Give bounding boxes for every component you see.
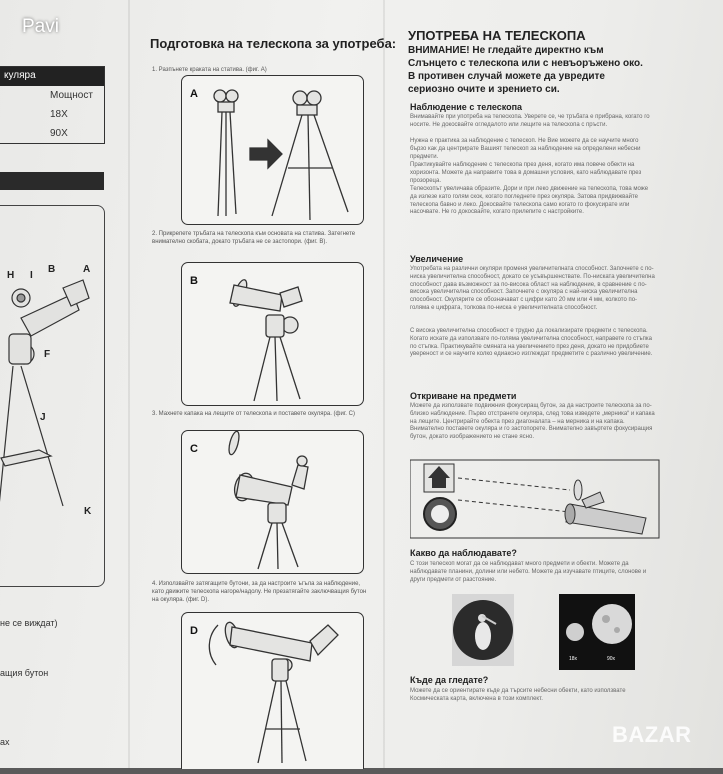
fold-line	[128, 0, 130, 768]
part-label-a: A	[83, 264, 91, 275]
figure-label: D	[190, 625, 198, 637]
magnification-label-high: 90x	[607, 656, 616, 662]
figure-a	[181, 75, 364, 225]
section-paragraph: Можете да се ориентирате къде да търсите небесни обекти, като използвате Космическата карта, включена в този комплект.	[410, 688, 626, 702]
eyepiece-illustration	[182, 431, 363, 573]
eyepiece-table-row: 90X	[50, 128, 68, 139]
eyepiece-table-header: куляра	[0, 67, 104, 86]
figure-label: A	[190, 88, 198, 100]
section-paragraph: С този телескоп могат да се наблюдават много предмети и обекти. Можете да наблюдавате планини, долини или небето. Можете да изучавате птиците, слонове и други предмети от разстояние.	[410, 561, 647, 583]
safety-warning	[408, 44, 650, 96]
section-band	[0, 172, 104, 190]
section-paragraph: Внимавайте при употреба на телескопа. Уверете се, че тръбата е прибрана, когато го носите. Не докосвайте огледалото или лещите на телескопа с пръсти.	[410, 114, 650, 128]
eyepiece-table	[0, 66, 105, 144]
part-label-i: I	[30, 270, 33, 281]
setup-step: 3. Махнете капака на лещите от телескопа и поставете окуляра. (фиг. C)	[152, 411, 355, 417]
setup-step: 4. Използвайте затягащите бутони, за да настроите ъгъла за наблюдение, като движите телескопа нагоре/надолу. Не презатягайте заключващия бутон на окуляра. (фиг. D).	[152, 581, 367, 603]
section-paragraph: Нужна е практика за наблюдение с телескоп. Не Вие можете да се научите много бързо как да центрирате Вашият телескоп за наблюдение на определени небесни предмети.	[410, 138, 641, 160]
warning-prefix: ВНИМАНИЕ!	[408, 45, 470, 56]
figure-label: C	[190, 443, 198, 455]
fold-line	[383, 0, 385, 768]
section-paragraph: Употребата на различни окуляри променя увеличителната способност. Започнете с по-ниска увеличителна способност, докато се усъвършенствате. По-ниската увеличителна способност дава възможност за по-висока област на наблюдение, в сравнение с по-висока увеличителна способност. Започнете с окуляра с най-ниска увеличителна способност. Окулярите се обозначават с цифри като 20 мм или 4 мм, колкото по-голяма е цифрата, толкова по-ниска е увеличителната способност.	[410, 266, 655, 311]
section-paragraph: Можете да използвате подвижния фокусиращ бутон, за да настроите телескопа за по-близко наблюдение. Първо отстранете окуляра, след това изведете „мерника“ и капака на лещите. Центрирайте обекта през диагоналата – на мерника и на капака. Внимателно поставете окуляра и го застопорете. Внимателно завъртете фокусиращия бутон, докато изображението не стане ясно.	[410, 403, 655, 441]
figure-b	[181, 262, 364, 406]
section-heading-observation: Наблюдение с телескопа	[410, 102, 523, 112]
bazar-logo: BAZAR	[612, 722, 692, 747]
left-text-fragment: ах	[0, 737, 10, 747]
angle-adjust-illustration	[182, 613, 363, 769]
part-label-k: K	[84, 506, 92, 517]
moon-photo	[559, 594, 635, 670]
left-text-fragment: не се виждат)	[0, 618, 58, 628]
parts-diagram	[0, 205, 105, 587]
telescope-mount-illustration	[182, 263, 363, 405]
eyepiece-table-row: 18X	[50, 109, 68, 120]
bird-photo	[452, 594, 514, 666]
magnification-label-low: 18x	[569, 656, 578, 662]
section-heading-where-to-look: Къде да гледате?	[410, 675, 489, 685]
part-label-b: B	[48, 264, 56, 275]
section-paragraph: С висока увеличителна способност е трудно да локализирате предмети с телескопа. Когато искате да използвате по-голяма увеличителна способност, направете го стъпка по стъпка. Практикувайте смяната на увеличението през деня, докато не придобиете увереност и се научите колко едиаксно изглеждат предметите с различно увеличение.	[410, 328, 653, 358]
warning-text: Не гледайте директно към Слънцето с телескопа или с невъоръжено око. В противен случай можете да увредите сериозно очите и зрението си.	[408, 45, 643, 95]
section-heading-locating: Откриване на предмети	[410, 391, 517, 401]
section-paragraph: Практикувайте наблюдение с телескопа през деня, когато има повече обекти на хоризонта. Можете да направите това в домашни условия, като наблюдавате през прозореца.	[410, 162, 642, 184]
figure-c	[181, 430, 364, 574]
part-label-f: F	[44, 349, 51, 360]
setup-step: 1. Разпънете краката на статива. (фиг. A)	[152, 67, 267, 73]
section-paragraph: Телескопът увеличава образите. Дори и при леко движение на телескопа, това може да излезе като голям скок, когато погледнете през окуляра. Затова придвижвайте телескопа бавно и леко. Докосвайте телескопа само когато го фокусирате или насочвате. Не го докосвайте, когато прилепите с настройките.	[410, 186, 649, 216]
section-heading-magnification: Увеличение	[410, 254, 464, 264]
tripod-illustration	[182, 76, 363, 224]
watermark-text: Pavi	[22, 16, 59, 37]
figure-label: B	[190, 275, 198, 287]
setup-step: 2. Прикрепете тръбата на телескопа към основата на статива. Затегнете внимателно скобата, докато тръбата не се застопори. (фиг. B).	[152, 231, 356, 245]
usage-title: УПОТРЕБА НА ТЕЛЕСКОПА	[408, 28, 586, 43]
section-heading-what-to-observe: Какво да наблюдавате?	[410, 548, 517, 558]
figure-d	[181, 612, 364, 769]
eyepiece-table-row: Мощност	[50, 90, 93, 101]
telescope-parts-illustration	[0, 206, 104, 586]
locating-diagram	[410, 456, 660, 540]
left-text-fragment: ащия бутон	[0, 668, 49, 678]
setup-title: Подготовка на телескопа за употреба:	[150, 36, 397, 51]
part-label-h: H	[7, 270, 15, 281]
part-label-j: J	[40, 412, 46, 423]
